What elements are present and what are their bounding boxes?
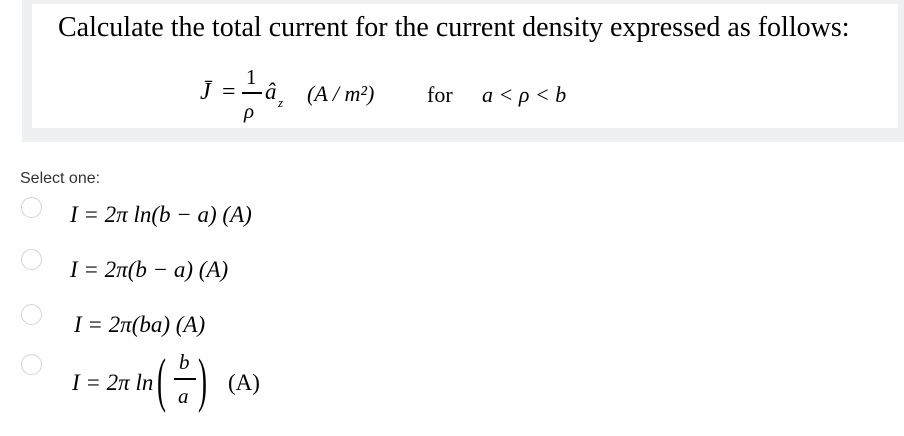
- option-4-denominator: a: [178, 384, 189, 408]
- option-1-text[interactable]: I = 2π ln(b − a) (A): [70, 202, 252, 227]
- eq-units: (A / m²): [307, 81, 375, 106]
- eq-condition: a < ρ < b: [482, 82, 567, 107]
- eq-denominator: ρ: [244, 99, 255, 123]
- eq-equals: =: [222, 79, 236, 105]
- question-prompt: Calculate the total current for the current density expressed as follows:: [58, 12, 850, 43]
- option-4-fraction-bar: [174, 378, 196, 380]
- eq-lhs: J̄: [200, 79, 211, 105]
- option-4-right-paren: ): [198, 347, 207, 413]
- option-4-radio[interactable]: [21, 354, 42, 375]
- option-3-radio[interactable]: [21, 304, 42, 325]
- option-3-text[interactable]: I = 2π(ba) (A): [74, 312, 206, 337]
- question-box: [22, 0, 904, 142]
- option-1-radio[interactable]: [21, 197, 42, 218]
- select-one-label: Select one:: [20, 170, 101, 187]
- option-4-suffix: (A): [228, 370, 260, 395]
- option-4-numerator: b: [179, 350, 190, 374]
- option-2-text[interactable]: I = 2π(b − a) (A): [70, 257, 229, 282]
- eq-unit-sub: z: [278, 95, 284, 110]
- option-4-prefix: I = 2π ln: [72, 370, 154, 395]
- option-4-left-paren: (: [157, 347, 166, 413]
- eq-unit-vector: â: [265, 79, 277, 104]
- eq-for: for: [427, 82, 453, 107]
- eq-fraction-bar: [242, 92, 262, 94]
- question-content: [32, 4, 898, 128]
- option-2-radio[interactable]: [21, 249, 42, 270]
- eq-numerator: 1: [246, 65, 257, 89]
